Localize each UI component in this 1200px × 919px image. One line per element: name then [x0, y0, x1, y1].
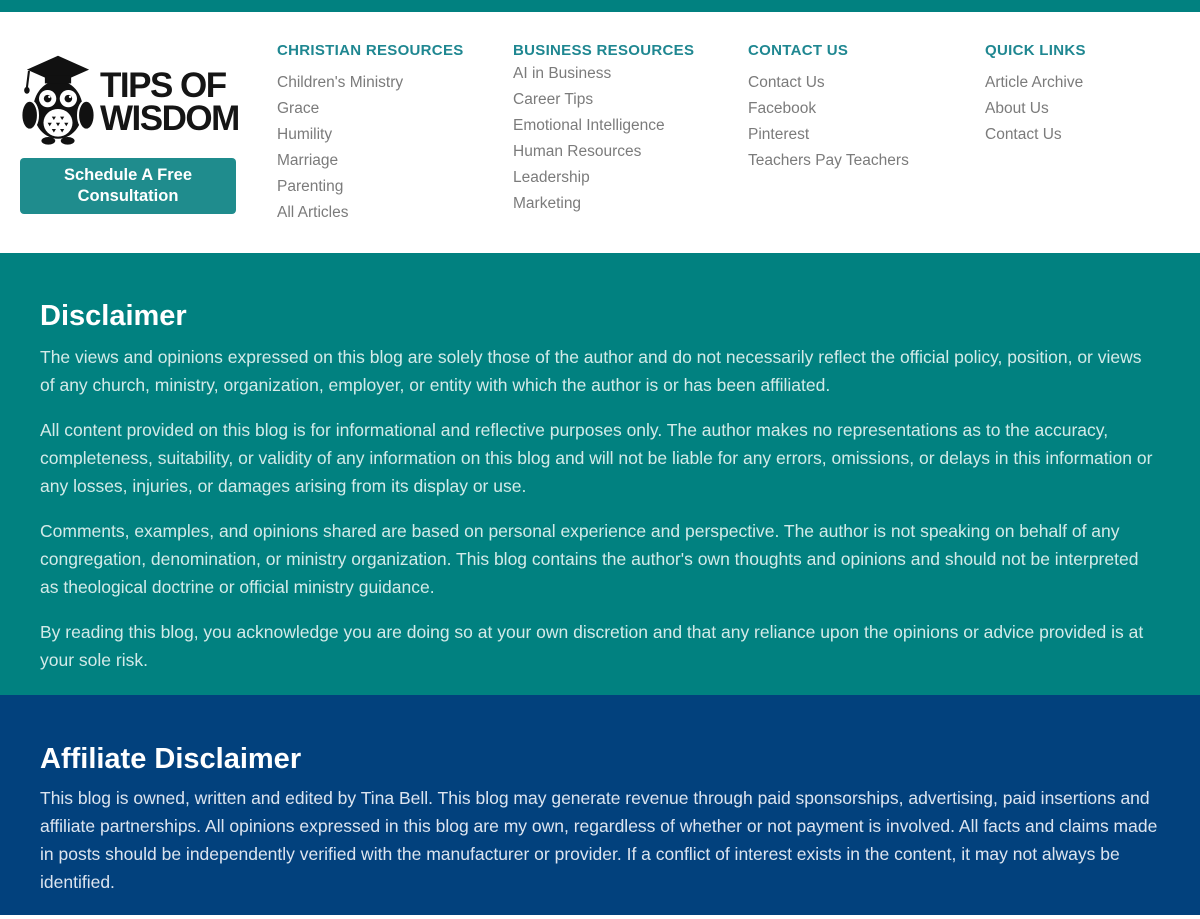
schedule-consultation-button[interactable]: Schedule A Free Consultation — [20, 158, 236, 214]
footer-nav-column-christian-resources — [277, 42, 502, 231]
affiliate-disclaimer-title: Affiliate Disclaimer — [40, 743, 302, 775]
top-accent-bar — [0, 0, 1200, 12]
footer-link-childrens-ministry[interactable]: Children's Ministry — [277, 74, 404, 91]
footer-link-human-resources[interactable]: Human Resources — [513, 143, 642, 160]
logo-line-1: TIPS OF — [100, 65, 226, 105]
footer-link-facebook[interactable]: Facebook — [748, 100, 817, 117]
footer-link-parenting[interactable]: Parenting — [277, 178, 344, 195]
nav-column-heading: CONTACT US — [748, 42, 849, 59]
footer-link-all-articles[interactable]: All Articles — [277, 204, 349, 221]
logo-wordmark — [100, 65, 239, 138]
disclaimer-paragraph: The views and opinions expressed on this blog are solely those of the author and do not necessarily reflect the official policy, position, or views of any church, ministry, organization, employer, or entity with which the author is or has been affiliated. — [40, 347, 1142, 395]
footer-link-marriage[interactable]: Marriage — [277, 152, 339, 169]
disclaimer-paragraph: By reading this blog, you acknowledge you are doing so at your own discretion and that any reliance upon the opinions or advice provided is at your sole risk. — [40, 622, 1144, 670]
footer-nav-column-quick-links — [985, 42, 1200, 153]
nav-column-heading: CHRISTIAN RESOURCES — [277, 42, 464, 59]
footer-link-contact-us[interactable]: Contact Us — [748, 74, 825, 91]
nav-column-heading: BUSINESS RESOURCES — [513, 42, 695, 59]
affiliate-disclaimer-paragraph: This blog is owned, written and edited by Tina Bell. This blog may generate revenue through paid sponsorships, advertising, paid insertions and affiliate partnerships. All opinions expressed in this blog are my own, regardless of whether or not payment is involved. All facts and claims made in posts should be independently verified with the manufacturer or provider. If a conflict of interest exists in the content, it may not always be identified. — [40, 788, 1158, 892]
footer-link-article-archive[interactable]: Article Archive — [985, 74, 1084, 91]
disclaimer-paragraph: All content provided on this blog is for informational and reflective purposes only. The author makes no representations as to the accuracy, completeness, suitability, or validity of any information on this blog and will not be liable for any errors, omissions, or delays in this information or any losses, injuries, or damages arising from its display or use. — [40, 420, 1153, 496]
nav-column-heading: QUICK LINKS — [985, 42, 1086, 59]
bottom-strip — [0, 915, 1200, 919]
footer-nav-column-contact-us — [748, 42, 973, 179]
footer-link-pinterest[interactable]: Pinterest — [748, 126, 810, 143]
affiliate-disclaimer-section — [0, 695, 1200, 915]
footer-link-humility[interactable]: Humility — [277, 126, 333, 143]
footer-link-ai-in-business[interactable]: AI in Business — [513, 65, 612, 82]
footer-link-teachers-pay-teachers[interactable]: Teachers Pay Teachers — [748, 152, 909, 169]
footer-link-leadership[interactable]: Leadership — [513, 169, 590, 186]
site-logo[interactable] — [20, 48, 239, 157]
disclaimer-title: Disclaimer — [40, 300, 187, 332]
disclaimer-section — [0, 253, 1200, 695]
footer-link-emotional-intelligence[interactable]: Emotional Intelligence — [513, 117, 665, 134]
footer-link-about-us[interactable]: About Us — [985, 100, 1049, 117]
owl-logo-icon — [20, 48, 96, 157]
disclaimer-paragraph: Comments, examples, and opinions shared are based on personal experience and perspective. The author is not speaking on behalf of any congregation, denomination, or ministry organization. This blog contains the author's own thoughts and opinions and should not be interpreted as theological doctrine or official ministry guidance. — [40, 521, 1139, 597]
footer-link-grace[interactable]: Grace — [277, 100, 320, 117]
footer-link-career-tips[interactable]: Career Tips — [513, 91, 594, 108]
logo-line-2: WISDOM — [100, 98, 239, 138]
footer-link-contact-us-2[interactable]: Contact Us — [985, 126, 1062, 143]
footer — [0, 12, 1200, 253]
footer-link-marketing[interactable]: Marketing — [513, 195, 582, 212]
footer-nav-column-business-resources — [513, 42, 738, 222]
